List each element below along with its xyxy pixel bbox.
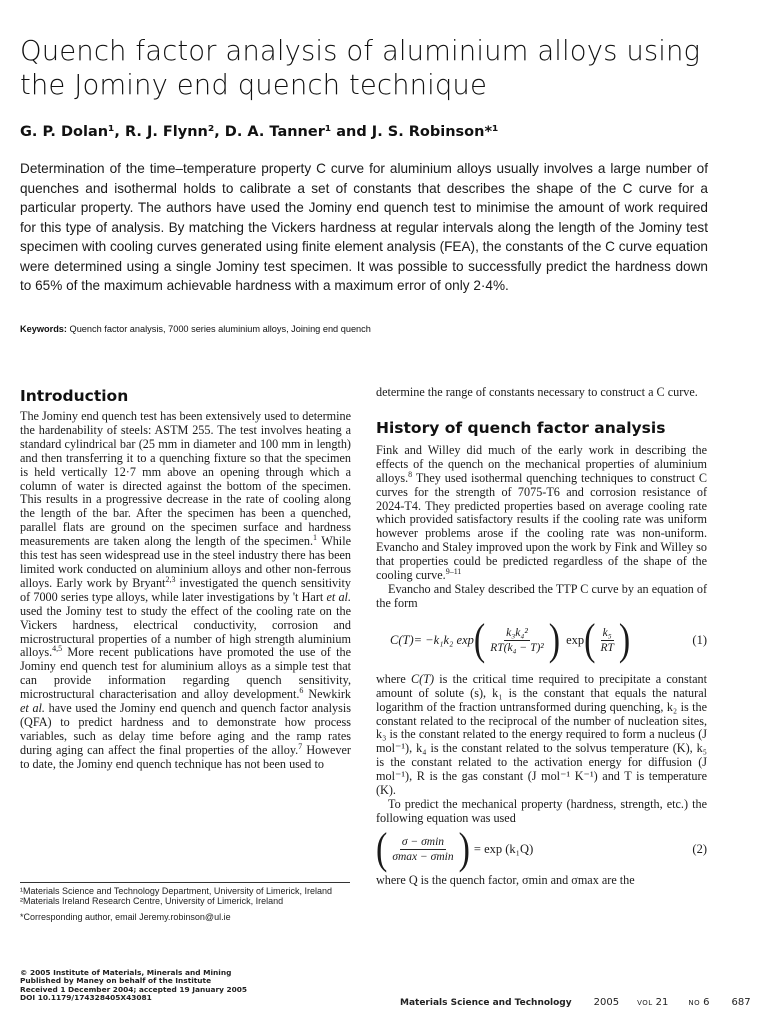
intro-text-5: More recent publications have promoted the use of the Jominy end quench test for aluminium alloys as a simple test that can provide information regarding quench sensitivity, microstructural characterisation and alloy development. <box>20 645 351 702</box>
received-line: Received 1 December 2004; accepted 19 January 2005 <box>20 984 248 994</box>
history-text-1: Fink and Willey did much of the early work in describing the effects of the quench on the mechanical properties of aluminium alloys. <box>376 442 707 485</box>
fraction-denominator: σmax − σmin <box>392 851 454 864</box>
intro-text-4: used the Jominy test to study the effect of the cooling rate on the Vickers hardness, electrical conductivity, corrosion and microstructural properties of a number of high strength aluminium alloys. <box>20 603 351 660</box>
intro-text-3: investigated the quench sensitivity of 7000 series type alloys, while later investigations by 't Hart <box>20 575 351 604</box>
citation[interactable]: 4,5 <box>52 644 63 654</box>
section-heading-history: History of quench factor analysis <box>376 418 666 437</box>
right-column <box>376 386 707 888</box>
section-heading-introduction: Introduction <box>20 387 129 405</box>
introduction-paragraph <box>20 410 351 772</box>
footnote-affiliation-2: ²Materials Ireland Research Centre, University of Limerick, Ireland <box>20 896 284 907</box>
citation[interactable]: 6 <box>299 686 304 696</box>
volume-number: 21 <box>655 997 669 1008</box>
citation[interactable]: 8 <box>408 469 413 479</box>
where-2-paragraph: where Q is the quench factor, σmin and σmax are the <box>376 872 635 887</box>
abstract: Determination of the time–temperature property C curve for aluminium alloys usually involves a large number of quenches and isothermal holds to calibrate a set of constants that describes the shape of the C curve for a particular property. The authors have used the Jominy end quench test to minimise the amount of work required for this type of analysis. By matching the Vickers hardness at regular intervals along the length of the Jominy test specimen with cooling curves generated using finite element analysis (FEA), the constants of the C curve equation were determined using a single Jominy test specimen. It was possible to successfully predict the hardness down to 65% of the maximum achievable hardness with a maximum error of only 2·4%. <box>20 161 708 293</box>
where-paragraph <box>376 673 707 798</box>
predict-paragraph: To predict the mechanical property (hardness, strength, etc.) the following equation was used <box>376 796 707 825</box>
history-text-2: They used isothermal quenching techniques to construct C curves for the strength of 7075-T6 and corrosion resistance of 2024-T4. They predicted properties based on average cooling rate which provided satisfactory results if the cooling rate was uniform however problems arose if the cooling rate was non-uniform. Evancho and Staley improved upon the work by Fink and Willey so that properties could be predicted regardless of the shape of the cooling curve. <box>376 470 707 583</box>
paren-close: ) <box>458 825 470 874</box>
equation-2-fraction <box>390 836 455 863</box>
paren-open: ( <box>376 825 388 874</box>
equation-2 <box>376 825 707 874</box>
journal-year: 2005 <box>593 997 620 1008</box>
history-paragraph <box>376 444 707 583</box>
equation-number: (2) <box>692 842 707 857</box>
equation-1-exp: exp <box>566 633 585 648</box>
issue-label: NO <box>688 999 701 1007</box>
citation[interactable]: 2,3 <box>165 574 176 584</box>
intro-text-7: have used the Jominy end quench and quench factor analysis (QFA) to predict hardness and to demonstrate how process variables, such as delay time before aging and the ramp rates during aging can affect the final properties of the alloy. <box>20 701 351 757</box>
fraction-numerator: k₅ <box>602 627 612 640</box>
equation-2-rhs: = exp (k₁Q) <box>473 842 534 857</box>
doi-line[interactable]: DOI 10.1179/174328405X43081 <box>20 993 152 1003</box>
intro-text-1: The Jominy end quench test has been extensively used to determine the hardenability of steels: ASTM 255. The test involves heating a standard cylindrical bar (25 mm in diameter and 100 mm in length) and then transferring it to a quenching fixture so that the specimen is held vertically 12·7 mm above an opening through which a column of water is directed against the bottom of the specimen. This results in a progressive decrease in the rate of cooling along the length of the bar. After the specimen has been a quenched, parallel flats are ground on the specimen surface and hardness measurements are taken along the length of the specimen. <box>20 409 351 549</box>
intro-text-6: Newkirk <box>303 687 351 702</box>
page-footer <box>400 997 768 1008</box>
copyright-line: © 2005 Institute of Materials, Minerals and Mining <box>20 968 232 977</box>
where-text-1: where <box>376 671 411 686</box>
history-paragraph-2: Evancho and Staley described the TTP C curve by an equation of the form <box>376 581 707 610</box>
paren-close: ) <box>618 616 631 665</box>
intro-text-2: While this test has seen widespread use in the steel industry there has been limited work conducted on aluminium alloys and other non-ferrous alloys. Early work by Bryant <box>20 534 352 590</box>
equation-number: (1) <box>692 633 707 648</box>
keywords <box>20 324 371 334</box>
page-number: 687 <box>731 997 751 1008</box>
footnote-affiliation-1: ¹Materials Science and Technology Department, University of Limerick, Ireland <box>20 886 332 896</box>
citation[interactable]: 7 <box>298 741 303 751</box>
publication-imprint <box>20 969 247 1003</box>
et-al: et al. <box>20 701 45 716</box>
fraction-denominator: RT(k₄ − T)² <box>490 642 544 655</box>
where-text-2: is the critical time required to precipitate a constant amount of solute (s), k₁ is the constant that equals the natural logarithm of the fraction untransformed during quenching, k₂ is the constant related to the reciprocal of the number of nucleation sites, k₃ is the constant related to the energy required to form a nucleus (J mol⁻¹), k₄ is the constant related to the solvus temperature (K), k₅ is the constant related to the activation energy for diffusion (J mol⁻¹), R is the gas constant (J mol⁻¹ K⁻¹) and T is temperature (K). <box>376 671 708 798</box>
author-list: G. P. Dolan¹, R. J. Flynn², D. A. Tanner¹ and J. S. Robinson*¹ <box>20 124 499 140</box>
citation[interactable]: 9–11 <box>445 567 462 576</box>
publisher-line: Published by Maney on behalf of the Institute <box>20 976 212 986</box>
journal-name: Materials Science and Technology <box>400 998 572 1008</box>
keywords-text: Quench factor analysis, 7000 series aluminium alloys, Joining end quench <box>69 324 371 334</box>
where-symbol: C(T) <box>411 671 435 686</box>
fraction-denominator: RT <box>600 642 614 655</box>
et-al: et al. <box>326 589 351 604</box>
fraction-numerator: σ − σmin <box>401 836 445 849</box>
equation-1-lhs: C(T)= −k₁k₂ exp <box>390 633 474 648</box>
issue-number: 6 <box>703 997 710 1008</box>
paren-close: ) <box>548 616 561 665</box>
intro-text-8: However to date, the Jominy end quench technique has not been used to <box>20 742 351 771</box>
continued-paragraph: determine the range of constants necessary to construct a C curve. <box>376 385 698 399</box>
paren-open: ( <box>473 616 486 665</box>
equation-1-fraction-2 <box>598 627 615 654</box>
volume-label: VOL <box>637 999 653 1007</box>
keywords-label: Keywords: <box>20 324 67 334</box>
fraction-numerator: k₃k₄² <box>506 627 528 640</box>
equation-1-fraction-1 <box>488 627 546 654</box>
citation[interactable]: 1 <box>313 533 317 543</box>
footnotes <box>20 886 350 922</box>
footnote-corresponding-author: *Corresponding author, email Jeremy.robinson@ul.ie <box>20 911 231 922</box>
left-column <box>20 387 351 772</box>
footnote-rule <box>20 882 350 883</box>
paren-open: ( <box>584 616 596 665</box>
equation-1 <box>390 616 707 665</box>
paper-title: Quench factor analysis of aluminium alloys using the Jominy end quench technique <box>20 35 701 101</box>
